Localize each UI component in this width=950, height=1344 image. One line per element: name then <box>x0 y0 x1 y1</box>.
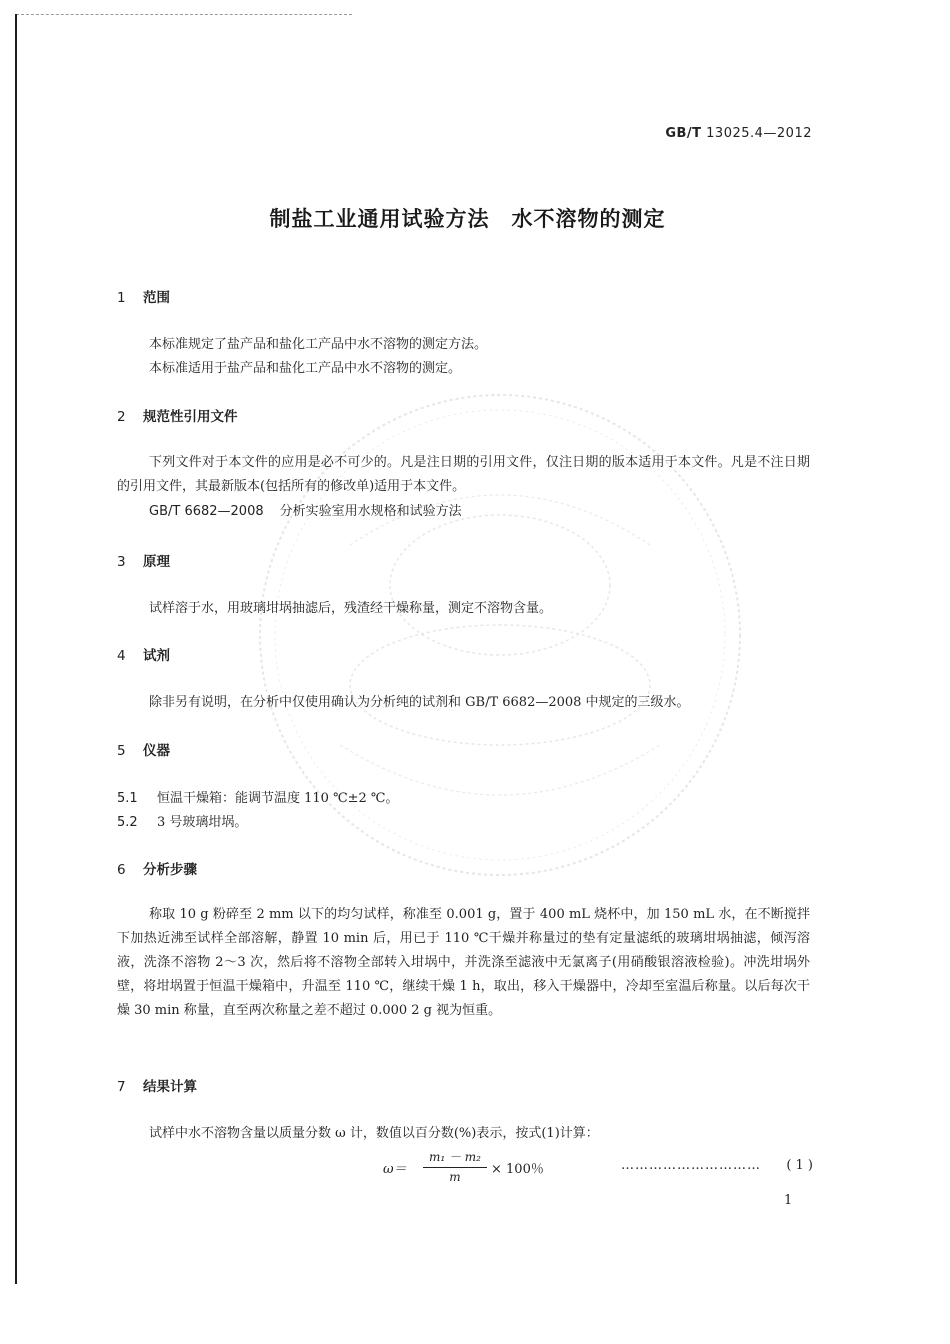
equation-number: ( 1 ) <box>786 1158 813 1173</box>
section-heading: 7 结果计算 <box>117 1079 197 1095</box>
section-paragraph: 称取 10 g 粉碎至 2 mm 以下的均匀试样，称准至 0.001 g，置于 400 mL 烧杯中，加 150 mL 水，在不断搅拌下加热近沸至试样全部溶解，静置 10 min 后，用已于 110 ℃干燥并称量过的垫有定量滤纸的玻璃坩埚抽滤，倾泻溶液，洗涤不溶物 2～3 次，然后将不溶物全部转入坩埚中，并洗涤至滤液中无氯离子(用硝酸银溶液检验)。冲洗坩埚外壁，将坩埚置于恒温干燥箱中，升温至 110 ℃，继续干燥 1 h，取出，移入干燥器中，冷却至室温后称量。以后每次干燥 30 min 称量，直至两次称量之差不超过 0.000 2 g 视为恒重。 <box>117 907 810 1018</box>
section-paragraph: 下列文件对于本文件的应用是必不可少的。凡是注日期的引用文件，仅注日期的版本适用于本文件。凡是不注日期的引用文件，其最新版本(包括所有的修改单)适用于本文件。 <box>117 455 810 494</box>
equation-lhs: ω＝ <box>383 1162 407 1177</box>
section-heading: 5 仪器 <box>117 743 170 759</box>
section-heading: 2 规范性引用文件 <box>117 409 238 425</box>
normative-reference <box>149 500 462 519</box>
reference-title: 分析实验室用水规格和试验方法 <box>279 504 462 519</box>
reference-code: GB/T 6682—2008 <box>149 504 264 519</box>
instrument-item: 5.1 恒温干燥箱：能调节温度 110 ℃±2 ℃。 <box>117 791 399 806</box>
section-text-line: 本标准适用于盐产品和盐化工产品中水不溶物的测定。 <box>149 361 462 376</box>
equation-1 <box>383 1148 813 1188</box>
equation-numerator: m₁ － m₂ <box>423 1148 487 1168</box>
standard-code: GB/T 13025.4—2012 <box>665 126 812 141</box>
section-heading: 4 试剂 <box>117 648 170 664</box>
equation-leader-dots: ………………………… <box>621 1158 761 1173</box>
instrument-item: 5.2 3 号玻璃坩埚。 <box>117 815 248 830</box>
section-heading: 3 原理 <box>117 554 170 570</box>
section-text-line: 本标准规定了盐产品和盐化工产品中水不溶物的测定方法。 <box>149 337 488 352</box>
scan-top-border <box>16 14 352 15</box>
page-number: 1 <box>784 1193 793 1208</box>
equation-rhs: × 100％ <box>491 1162 544 1177</box>
section-text-line: 试样溶于水，用玻璃坩埚抽滤后，残渣经干燥称量，测定不溶物含量。 <box>149 601 553 616</box>
section-text-line: 除非另有说明，在分析中仅使用确认为分析纯的试剂和 GB/T 6682—2008 中规定的三级水。 <box>149 695 690 710</box>
section-heading: 6 分析步骤 <box>117 862 197 878</box>
equation-denominator: m <box>449 1170 461 1184</box>
section-heading: 1 范围 <box>117 290 170 306</box>
equation-fraction <box>423 1148 487 1184</box>
section-text-line: 试样中水不溶物含量以质量分数 ω 计，数值以百分数(%)表示，按式(1)计算： <box>149 1126 599 1141</box>
page-title: 制盐工业通用试验方法 水不溶物的测定 <box>269 207 666 231</box>
